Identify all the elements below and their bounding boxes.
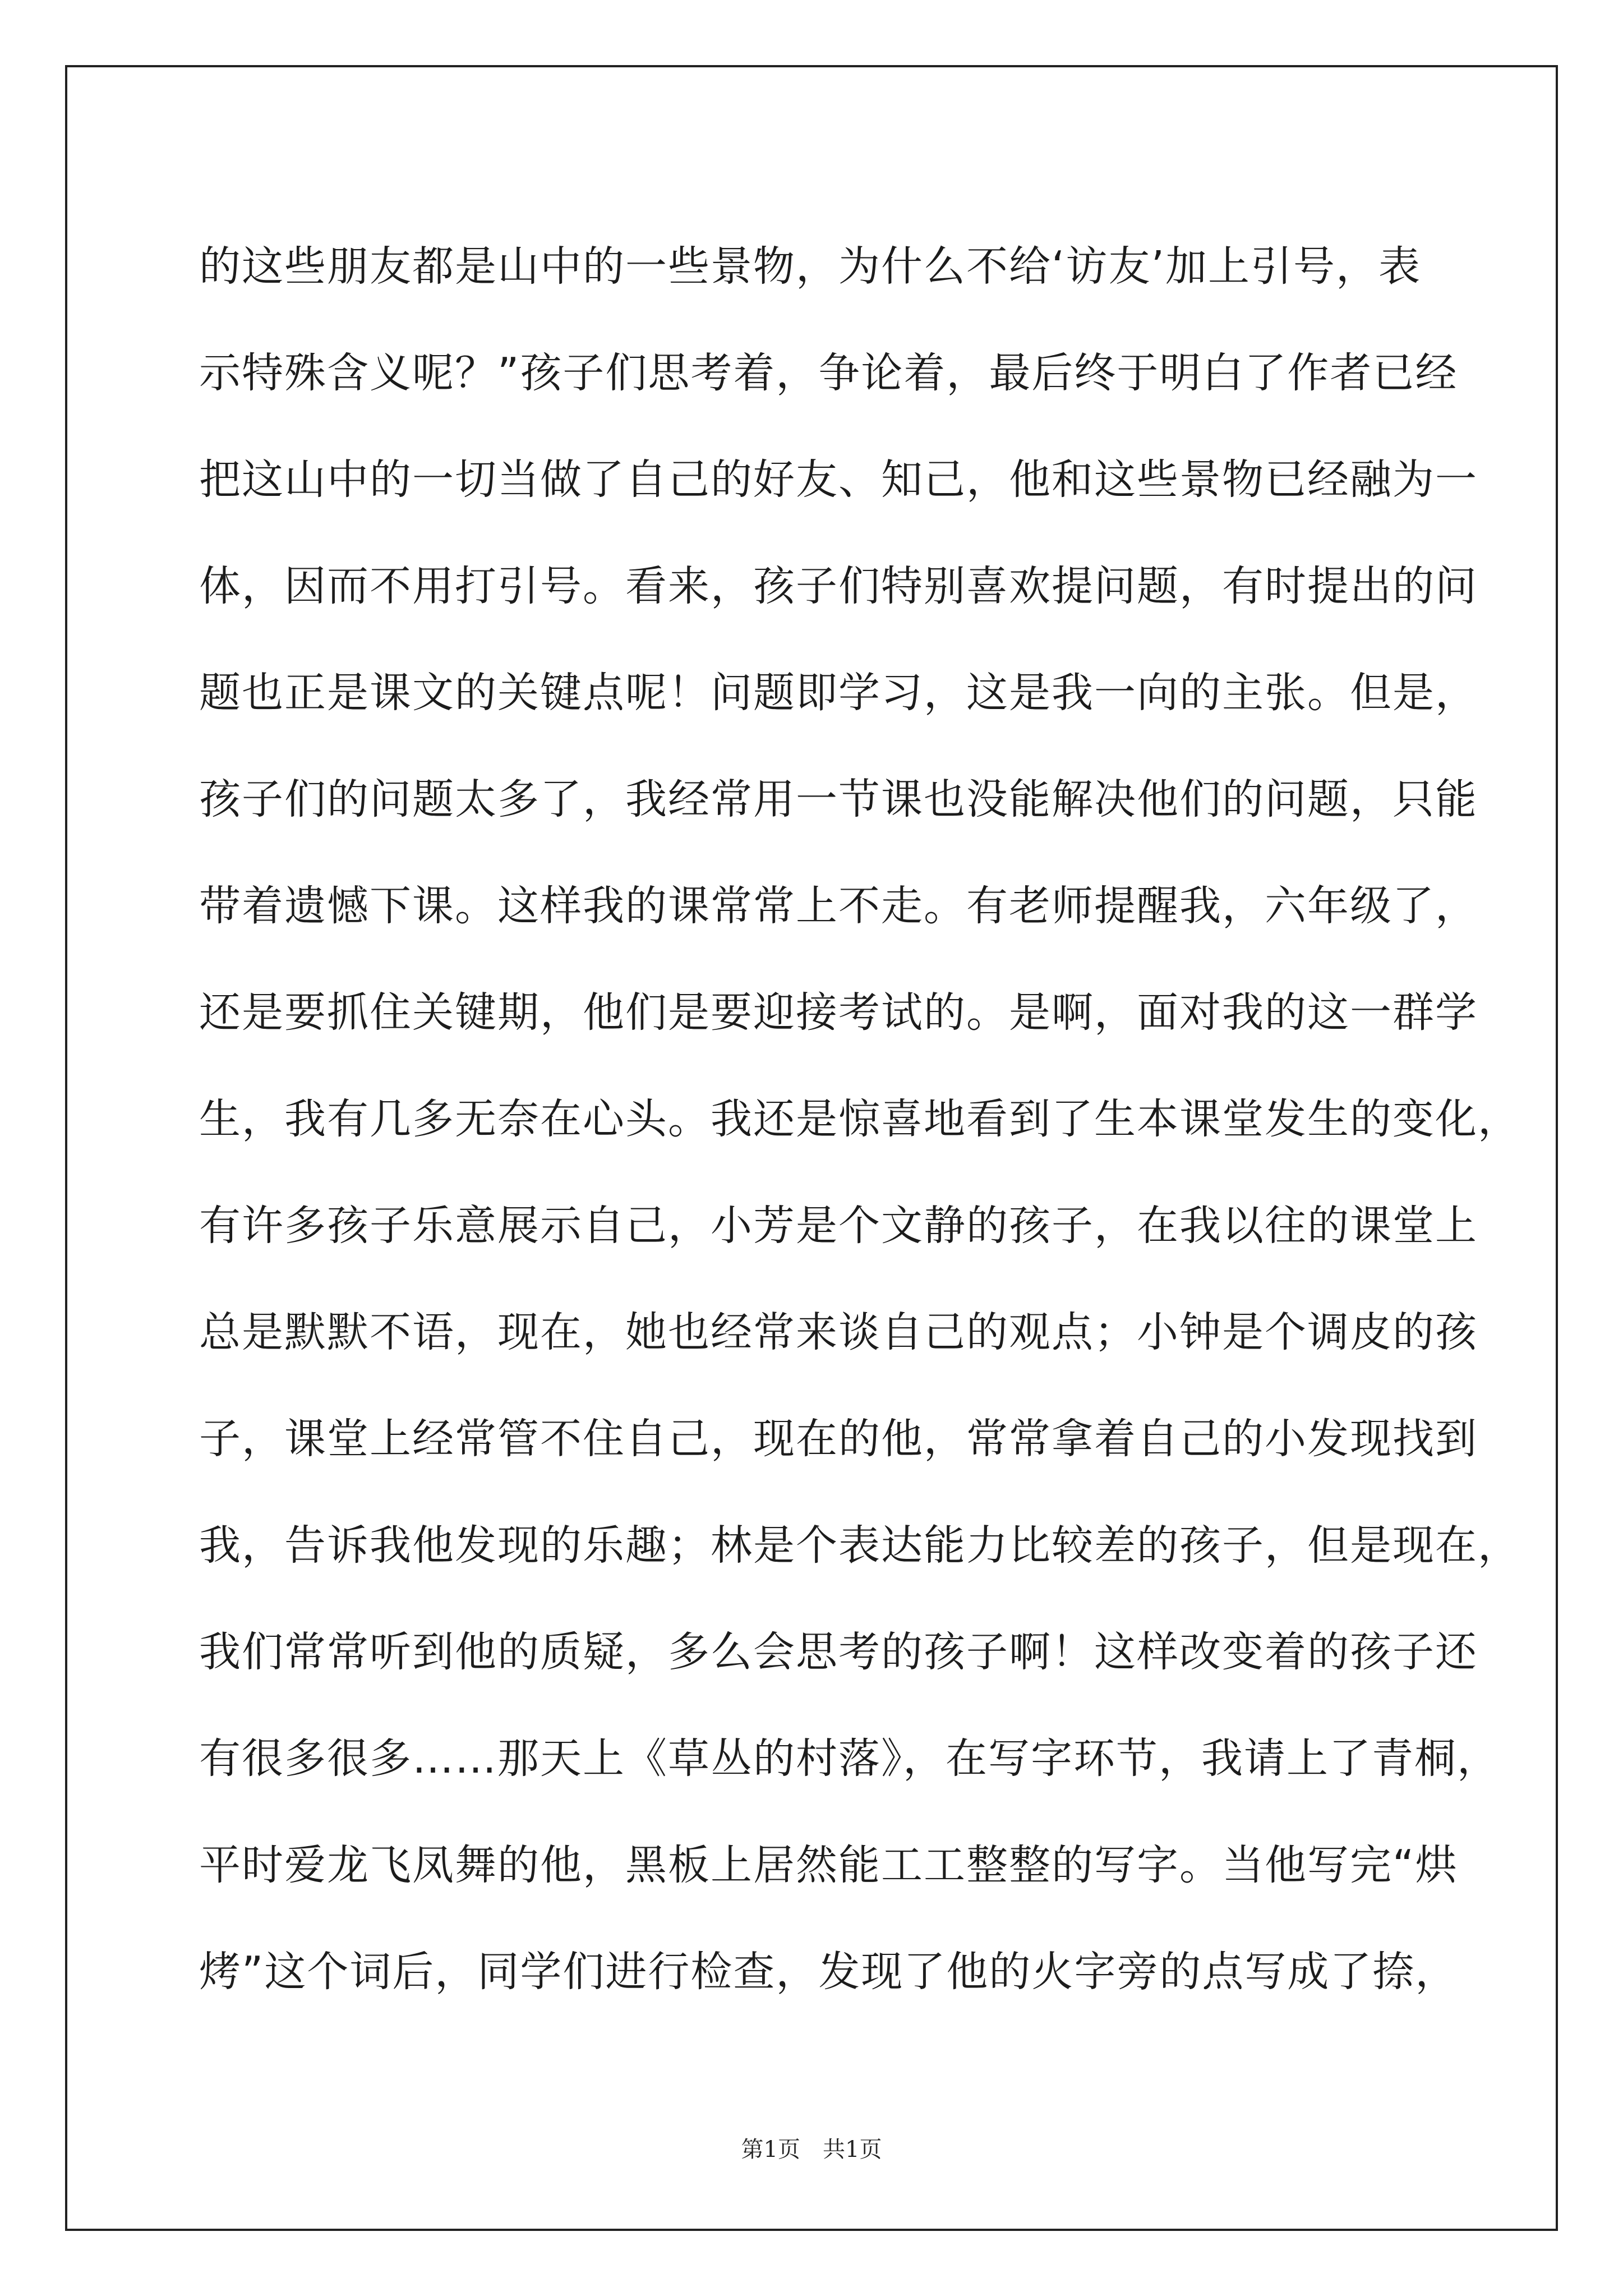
- text-line: 还是要抓住关键期，他们是要迎接考试的。是啊，面对我的这一群学: [199, 988, 1478, 1037]
- text-line: 烤”这个词后，同学们进行检查，发现了他的火字旁的点写成了捺，: [199, 1948, 1458, 1996]
- text-line: 生，我有几多无奈在心头。我还是惊喜地看到了生本课堂发生的变化，: [199, 1095, 1520, 1143]
- text-line: 总是默默不语，现在，她也经常来谈自己的观点；小钟是个调皮的孩: [199, 1308, 1478, 1356]
- body-text: [199, 213, 1520, 2025]
- text-line: 题也正是课文的关键点呢！问题即学习，这是我一向的主张。但是，: [199, 669, 1478, 717]
- text-line: 带着遗憾下课。这样我的课常常上不走。有老师提醒我，六年级了，: [199, 882, 1478, 930]
- text-line: 孩子们的问题太多了，我经常用一节课也没能解决他们的问题，只能: [199, 775, 1478, 823]
- text-line: 我们常常听到他的质疑，多么会思考的孩子啊！这样改变着的孩子还: [199, 1628, 1478, 1676]
- text-line: 有很多很多……那天上《草丛的村落》，在写字环节，我请上了青桐，: [199, 1734, 1500, 1783]
- text-line: 平时爱龙飞凤舞的他，黑板上居然能工工整整的写字。当他写完“烘: [199, 1841, 1458, 1889]
- text-line: 把这山中的一切当做了自己的好友、知己，他和这些景物已经融为一: [199, 455, 1478, 504]
- page-footer: 第1页 共1页: [741, 2137, 882, 2162]
- text-line: 的这些朋友都是山中的一些景物，为什么不给‘访友’加上引号，表: [199, 242, 1422, 291]
- text-line: 示特殊含义呢？”孩子们思考着，争论着，最后终于明白了作者已经: [199, 349, 1458, 397]
- text-line: 我，告诉我他发现的乐趣；林是个表达能力比较差的孩子，但是现在，: [199, 1521, 1520, 1570]
- text-line: 体，因而不用打引号。看来，孩子们特别喜欢提问题，有时提出的问: [199, 562, 1478, 610]
- text-line: 子，课堂上经常管不住自己，现在的他，常常拿着自己的小发现找到: [199, 1415, 1478, 1463]
- text-line: 有许多孩子乐意展示自己，小芳是个文静的孩子，在我以往的课堂上: [199, 1202, 1478, 1250]
